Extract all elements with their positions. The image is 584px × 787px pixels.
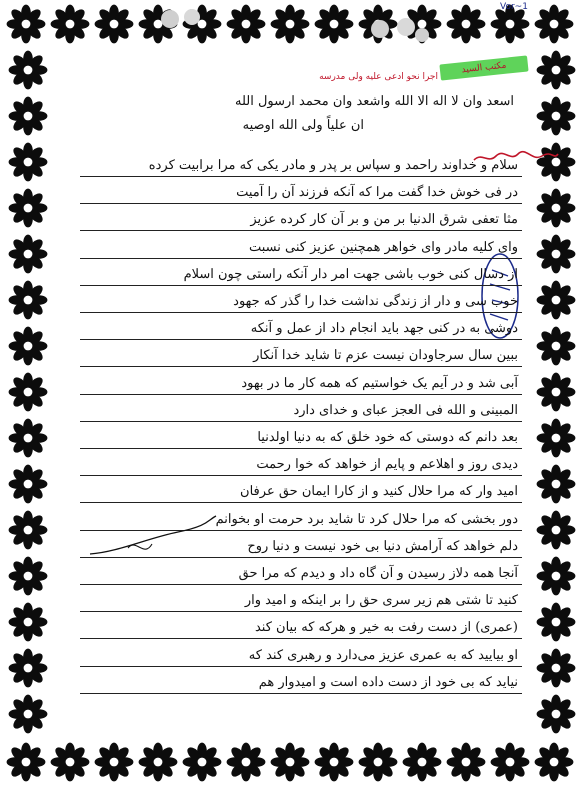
body-line-text: از دسال کنی خوب باشی جهت امر دار آنکه راستی چون اسلام [183, 266, 518, 282]
border-flower [537, 649, 576, 688]
body-line-text: المبینی و الله فی العجز عبای و خدای دارد [293, 402, 518, 418]
body-line [80, 340, 522, 367]
body-line [80, 612, 522, 639]
border-flower [447, 5, 486, 44]
border-flower [95, 743, 134, 782]
body-line-text: دیدی روز و اهلاعم و پایم از خواهد که خوا رحمت [256, 457, 518, 473]
body-line [80, 204, 522, 231]
border-flower [9, 419, 48, 458]
border-flower [9, 557, 48, 596]
body-line [80, 368, 522, 395]
border-flower [537, 281, 576, 320]
border-flower [9, 603, 48, 642]
body-line-text: دلم خواهد که آرامش دنیا بی خود نیست و دنیا روح [247, 538, 518, 554]
body-line [80, 232, 522, 259]
border-flower [9, 327, 48, 366]
body-line-text: دور بخشی که مرا حلال کرد تا شاید برد حرمت او بخوانم [215, 511, 518, 527]
body-line [80, 395, 522, 422]
body-line-text: آبی شد و در آیم یک خواستیم که همه کار ما در بهود [241, 375, 518, 391]
border-flower [537, 511, 576, 550]
body-line-text: (عمری) از دست رفت به خیر و هرکه که بیان کند [254, 620, 518, 636]
border-flower [7, 5, 46, 44]
border-flower [359, 743, 398, 782]
body-line [80, 585, 522, 612]
punch-hole-marks [150, 5, 440, 45]
body-line-text: نیاید که بی خود از دست داده است و امیدوار هم [258, 674, 518, 690]
body-line-text: در فی خوش خدا گفت مرا که آنکه فرزند آن را آمیت [236, 185, 518, 201]
border-flower [95, 5, 134, 44]
border-flower [491, 743, 530, 782]
body-line-text: مثا تعفی شرق الدنیا بر من و بر آن کار کرده عزیز [250, 212, 518, 228]
border-flower [535, 5, 574, 44]
border-flower [537, 51, 576, 90]
body-line [80, 667, 522, 694]
border-flower [9, 143, 48, 182]
border-flower [9, 97, 48, 136]
border-flower [9, 511, 48, 550]
header-line-2: ان علیاً ولی الله اوصیه [242, 118, 364, 133]
body-line-text: خوب سی و دار از زندگی نداشت خدا را گذر که جهود [233, 294, 518, 309]
border-flower [537, 557, 576, 596]
border-flower [315, 743, 354, 782]
border-flower [9, 189, 48, 228]
border-flower [9, 235, 48, 274]
border-flower [537, 465, 576, 504]
body-line [80, 177, 522, 204]
border-flower [183, 743, 222, 782]
body-line-text: امید وار که مرا حلال کنید و از کارا ایمان حق عرفان [240, 484, 518, 500]
body-line [80, 150, 522, 177]
border-flower [447, 743, 486, 782]
body-line-text: کنید تا شتی هم زیر سری حق را بر اینکه و امید وار [244, 593, 518, 609]
border-flower [9, 649, 48, 688]
body-line [80, 259, 522, 286]
red-ink-note: اجرا نحو ادعی علیه ولی مدرسه [319, 72, 438, 82]
border-flower [9, 281, 48, 320]
body-line [80, 422, 522, 449]
border-flower [537, 235, 576, 274]
body-line-text: وای کلیه مادر وای خواهر همچنین عزیز کنی نسبت [248, 239, 518, 255]
signature-scribble [88, 508, 218, 568]
border-flower [51, 743, 90, 782]
border-flower [537, 695, 576, 734]
body-line-text: دوشی به در کنی جهد باید انجام داد از عمل و آنکه [250, 321, 518, 337]
body-line [80, 286, 522, 313]
border-flower [9, 695, 48, 734]
body-line [80, 449, 522, 476]
border-flower [535, 743, 574, 782]
border-flower [139, 743, 178, 782]
border-flower [537, 189, 576, 228]
border-flower [51, 5, 90, 44]
border-flower [537, 603, 576, 642]
body-line-text: او بیایید که به عمری عزیز می‌دارد و رهبری کند که [248, 647, 518, 663]
green-stamp: مکتب السید [439, 55, 528, 80]
border-flower [271, 743, 310, 782]
border-flower [9, 51, 48, 90]
body-line [80, 476, 522, 503]
border-flower [9, 373, 48, 412]
border-flower [537, 327, 576, 366]
border-flower [227, 743, 266, 782]
body-line [80, 313, 522, 340]
border-flower [9, 465, 48, 504]
body-line-text: آنجا همه دلاز رسیدن و آن گاه داد و دیدم که مرا حق [238, 566, 518, 581]
border-flower [537, 97, 576, 136]
body-line-text: ببین سال سرجاودان نیست عزم تا شاید خدا آنکار [253, 348, 518, 364]
border-flower [7, 743, 46, 782]
corner-label: Vor~1 [500, 2, 528, 12]
body-line [80, 640, 522, 667]
border-flower [403, 743, 442, 782]
header-line-1: اسعد وان لا اله الا الله واشعد وان محمد ارسول الله [235, 94, 514, 109]
body-line-text: سلام و خداوند راحمد و سپاس بر پدر و مادر یکی که مرا برابیت کرده [148, 158, 518, 173]
body-line-text: بعد دانم که دوستی که خود خلق که به دنیا اولدنیا [257, 430, 518, 445]
border-flower [537, 373, 576, 412]
border-flower [537, 419, 576, 458]
